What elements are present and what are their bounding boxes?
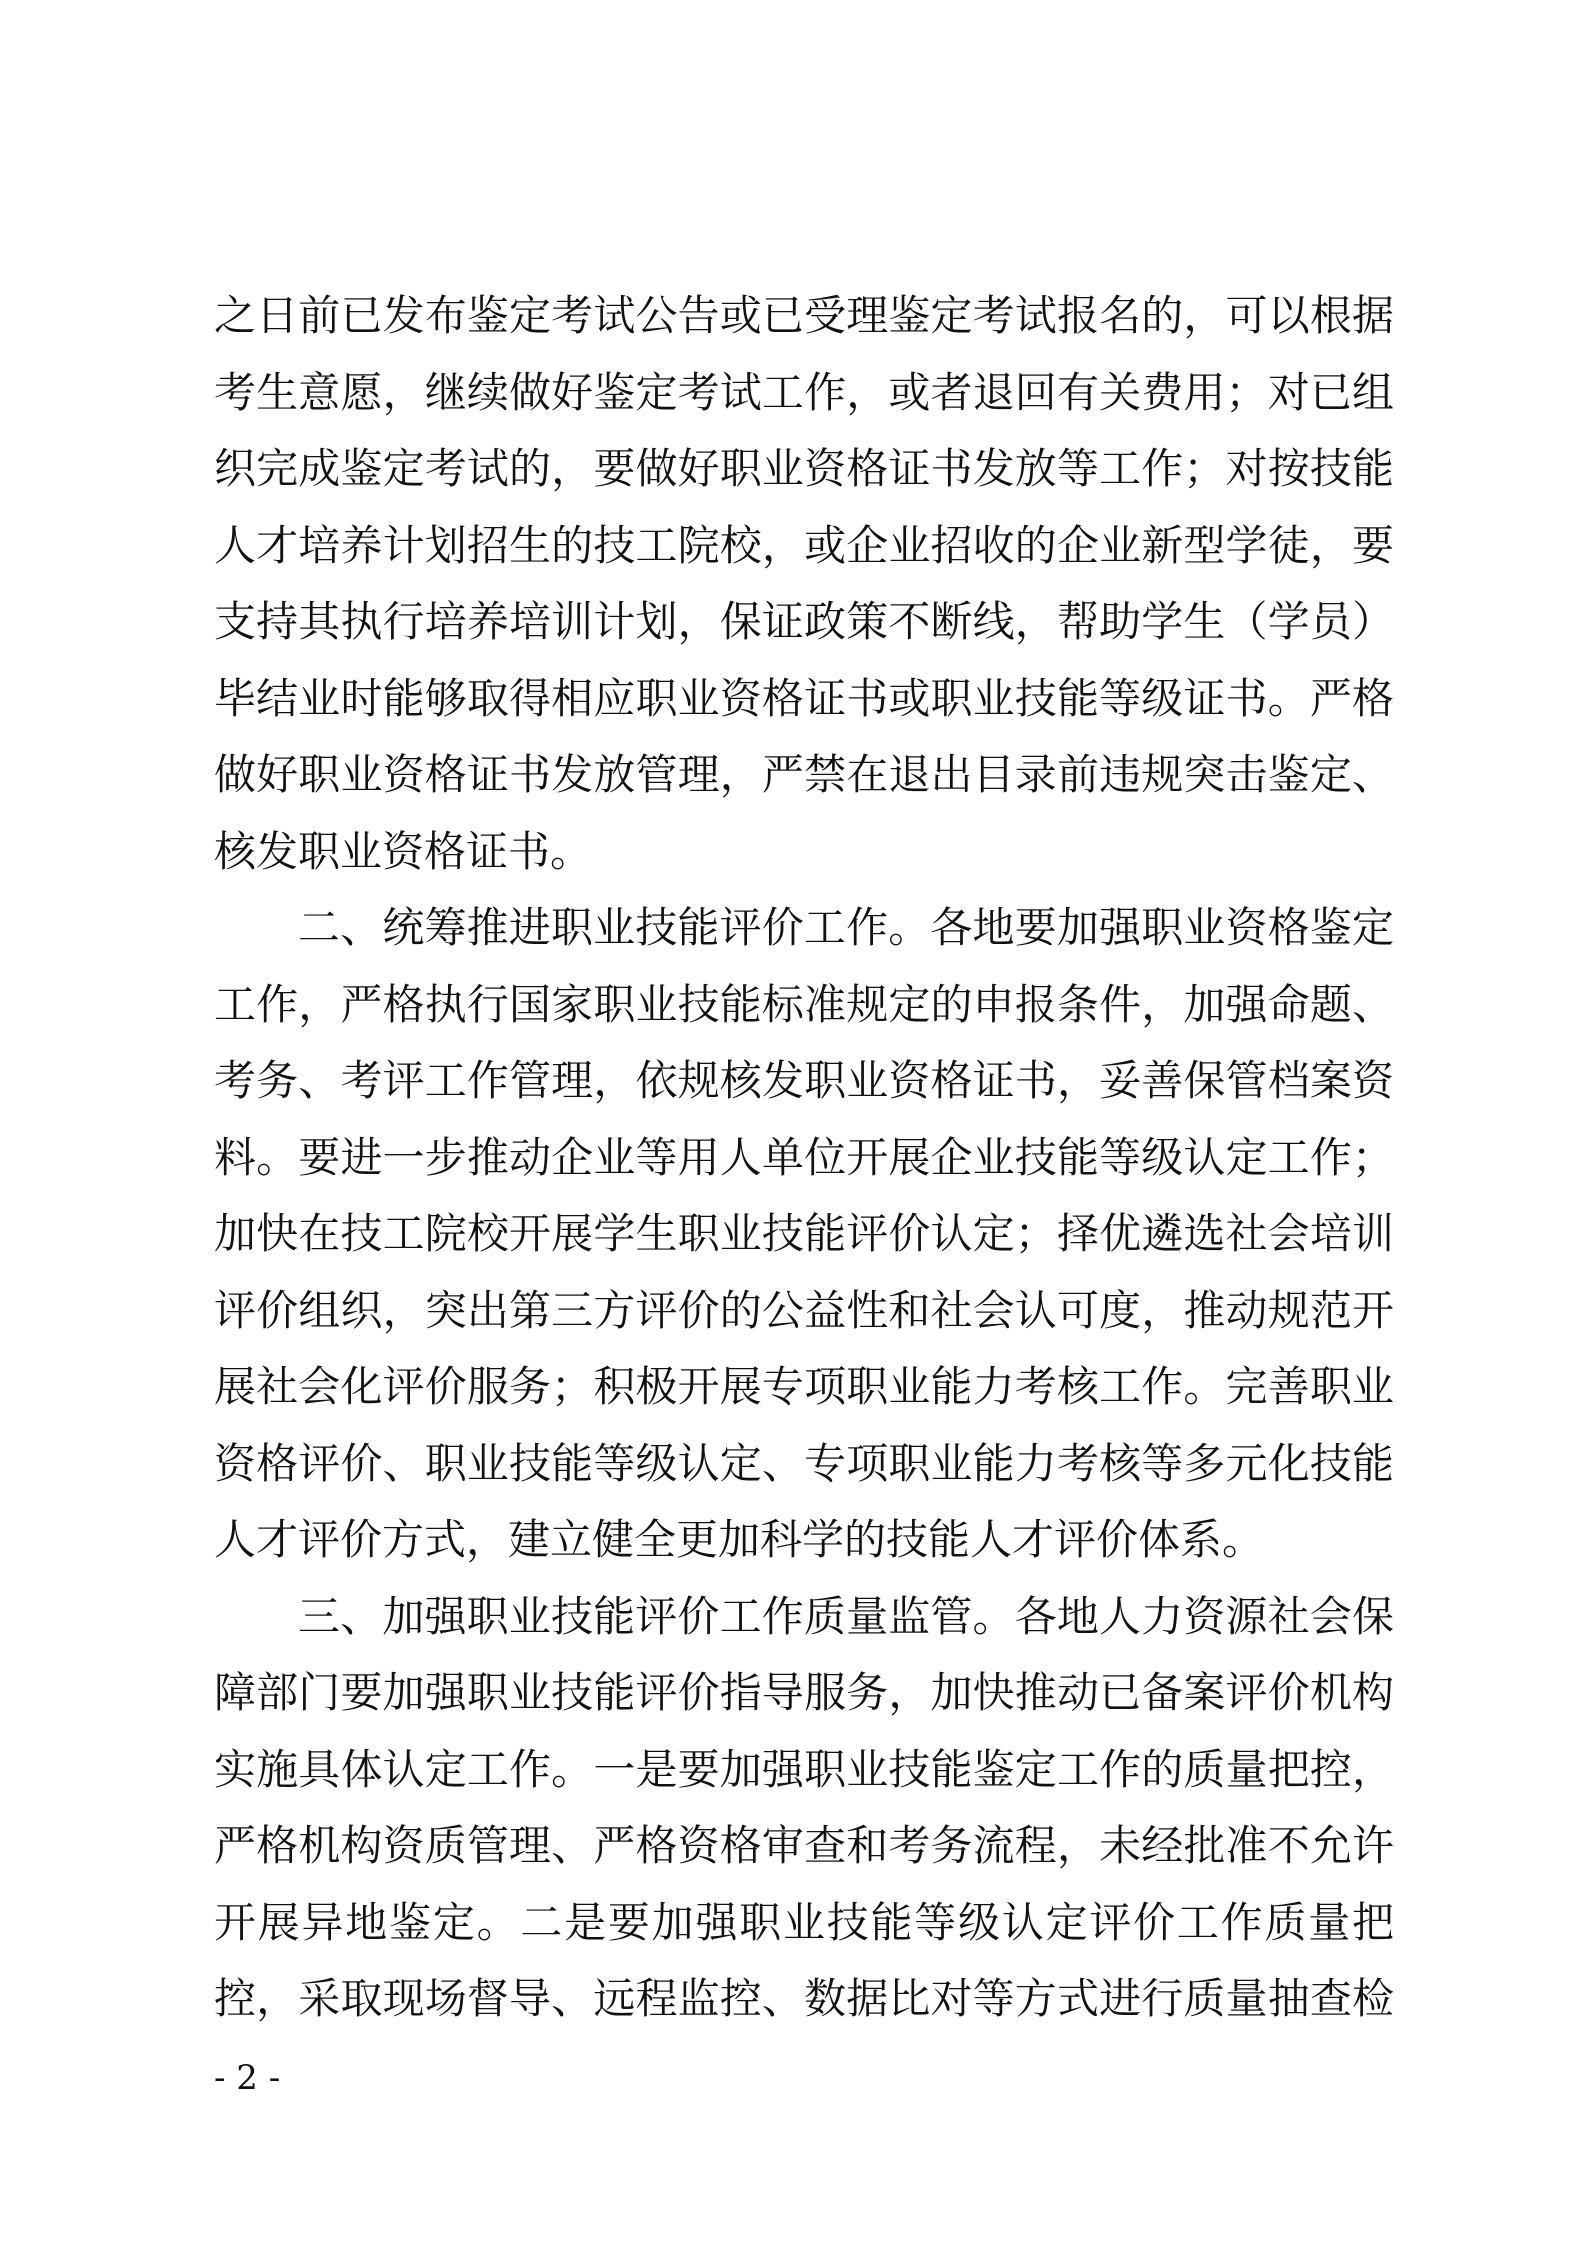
text-line: 资格评价、职业技能等级认定、专项职业能力考核等多元化技能 (214, 1438, 1394, 1488)
text-line: 织完成鉴定考试的，要做好职业资格证书发放等工作；对按技能 (214, 444, 1394, 493)
text-line: 考务、考评工作管理，依规核发职业资格证书，妥善保管档案资 (214, 1056, 1394, 1105)
text-line: 人才培养计划招生的技工院校，或企业招收的企业新型学徒，要 (214, 520, 1394, 570)
page-number: - 2 - (214, 2058, 281, 2098)
text-line: 考生意愿，继续做好鉴定考试工作，或者退回有关费用；对已组 (214, 367, 1394, 417)
text-line: 障部门要加强职业技能评价指导服务，加快推动已备案评价机构 (214, 1668, 1394, 1717)
text-line: 严格机构资质管理、严格资格审查和考务流程，未经批准不允许 (214, 1821, 1394, 1870)
text-line: 之日前已发布鉴定考试公告或已受理鉴定考试报名的，可以根据 (214, 291, 1394, 340)
text-line: 工作，严格执行国家职业技能标准规定的申报条件，加强命题、 (214, 979, 1394, 1029)
section-two-heading-line: 二、统筹推进职业技能评价工作。各地要加强职业资格鉴定 (298, 903, 1394, 952)
section-three-heading-line: 三、加强职业技能评价工作质量监管。各地人力资源社会保 (298, 1591, 1394, 1641)
text-line: 核发职业资格证书。 (214, 826, 593, 876)
text-line: 展社会化评价服务；积极开展专项职业能力考核工作。完善职业 (214, 1362, 1394, 1411)
text-line: 毕结业时能够取得相应职业资格证书或职业技能等级证书。严格 (214, 673, 1394, 723)
text-line: 控，采取现场督导、远程监控、数据比对等方式进行质量抽查检 (214, 1974, 1394, 2023)
text-line: 实施具体认定工作。一是要加强职业技能鉴定工作的质量把控， (214, 1744, 1394, 1794)
text-line: 评价组织，突出第三方评价的公益性和社会认可度，推动规范开 (214, 1285, 1394, 1335)
text-line: 料。要进一步推动企业等用人单位开展企业技能等级认定工作； (214, 1132, 1394, 1182)
text-line: 加快在技工院校开展学生职业技能评价认定；择优遴选社会培训 (214, 1209, 1394, 1258)
document-body (214, 278, 1394, 2038)
text-line: 开展异地鉴定。二是要加强职业技能等级认定评价工作质量把 (214, 1897, 1394, 1947)
text-line: 支持其执行培养培训计划，保证政策不断线，帮助学生（学员） (214, 597, 1394, 646)
text-line: 做好职业资格证书发放管理，严禁在退出目录前违规突击鉴定、 (214, 750, 1394, 799)
text-line: 人才评价方式，建立健全更加科学的技能人才评价体系。 (214, 1515, 1265, 1564)
